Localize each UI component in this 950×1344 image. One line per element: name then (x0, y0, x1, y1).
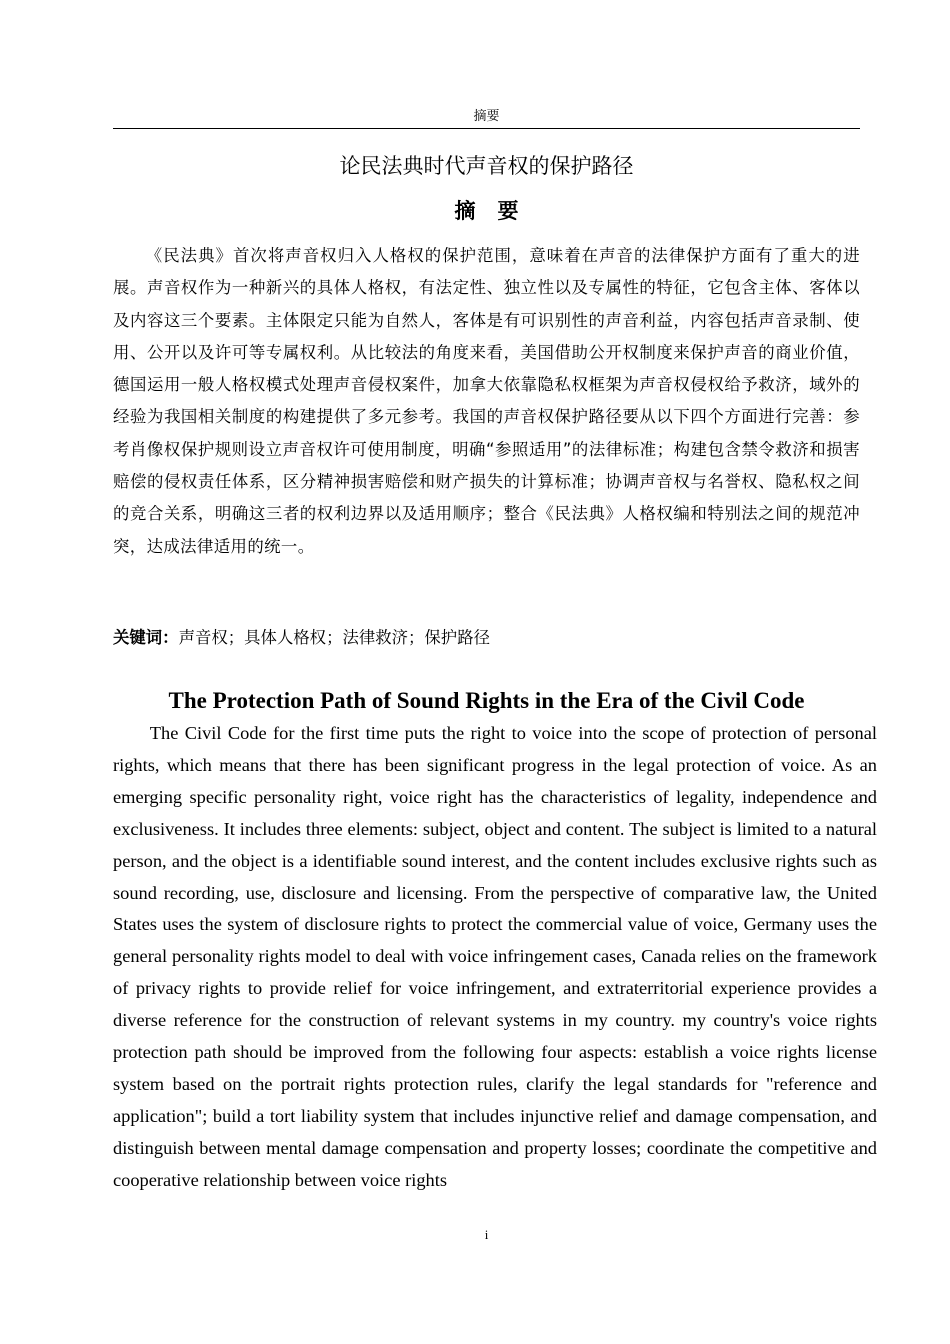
header-rule (113, 128, 860, 129)
chinese-title: 论民法典时代声音权的保护路径 (339, 154, 634, 178)
keywords-label: 关键词： (113, 628, 179, 647)
page-number: i (484, 1227, 489, 1242)
chinese-abstract-heading: 摘要 (454, 199, 541, 223)
english-abstract-body: The Civil Code for the first time puts the right to voice into the scope of protection of personal rights, which means that there has been significant progress in the legal protection of voice. As an emerging specific personality right, voice right has the characteristics of legality, independence and exclusiveness. It includes three elements: subject, object and content. The subject is limited to a natural person, and the object is a identifiable sound interest, and the content includes exclusive rights such as sound recording, use, disclosure and licensing. From the perspective of comparative law, the United States uses the system of disclosure rights to protect the commercial value of voice, Germany uses the general personality rights model to deal with voice infringement cases, Canada relies on the framework of privacy rights to provide relief for voice infringement, and extraterritorial experience provides a diverse reference for the construction of relevant systems in my country. my country's voice rights protection path should be improved from the following four aspects: establish a voice rights license system based on the portrait rights protection rules, clarify the legal standards for "reference and application"; build a tort liability system that includes injunctive relief and damage compensation, and distinguish between mental damage compensation and property losses; coordinate the competitive and cooperative relationship between voice rights (113, 723, 877, 1190)
chinese-keywords (113, 622, 860, 654)
chinese-abstract-body: 《民法典》首次将声音权归入人格权的保护范围，意味着在声音的法律保护方面有了重大的进展。声音权作为一种新兴的具体人格权，有法定性、独立性以及专属性的特征，它包含主体、客体以及内容这三个要素。主体限定只能为自然人，客体是有可识别性的声音利益，内容包括声音录制、使用、公开以及许可等专属权利。从比较法的角度来看，美国借助公开权制度来保护声音的商业价值，德国运用一般人格权模式处理声音侵权案件，加拿大依靠隐私权框架为声音权侵权给予救济，域外的经验为我国相关制度的构建提供了多元参考。我国的声音权保护路径要从以下四个方面进行完善：参考肖像权保护规则设立声音权许可使用制度，明确“参照适用”的法律标准；构建包含禁令救济和损害赔偿的侵权责任体系，区分精神损害赔偿和财产损失的计算标准；协调声音权与名誉权、隐私权之间的竞合关系，明确这三者的权利边界以及适用顺序；整合《民法典》人格权编和特别法之间的规范冲突，达成法律适用的统一。 (113, 246, 860, 556)
running-header: 摘要 (473, 109, 500, 124)
english-title: The Protection Path of Sound Rights in the Era of the Civil Code (168, 688, 805, 713)
keywords-list: 声音权；具体人格权；法律救济；保护路径 (178, 628, 490, 647)
